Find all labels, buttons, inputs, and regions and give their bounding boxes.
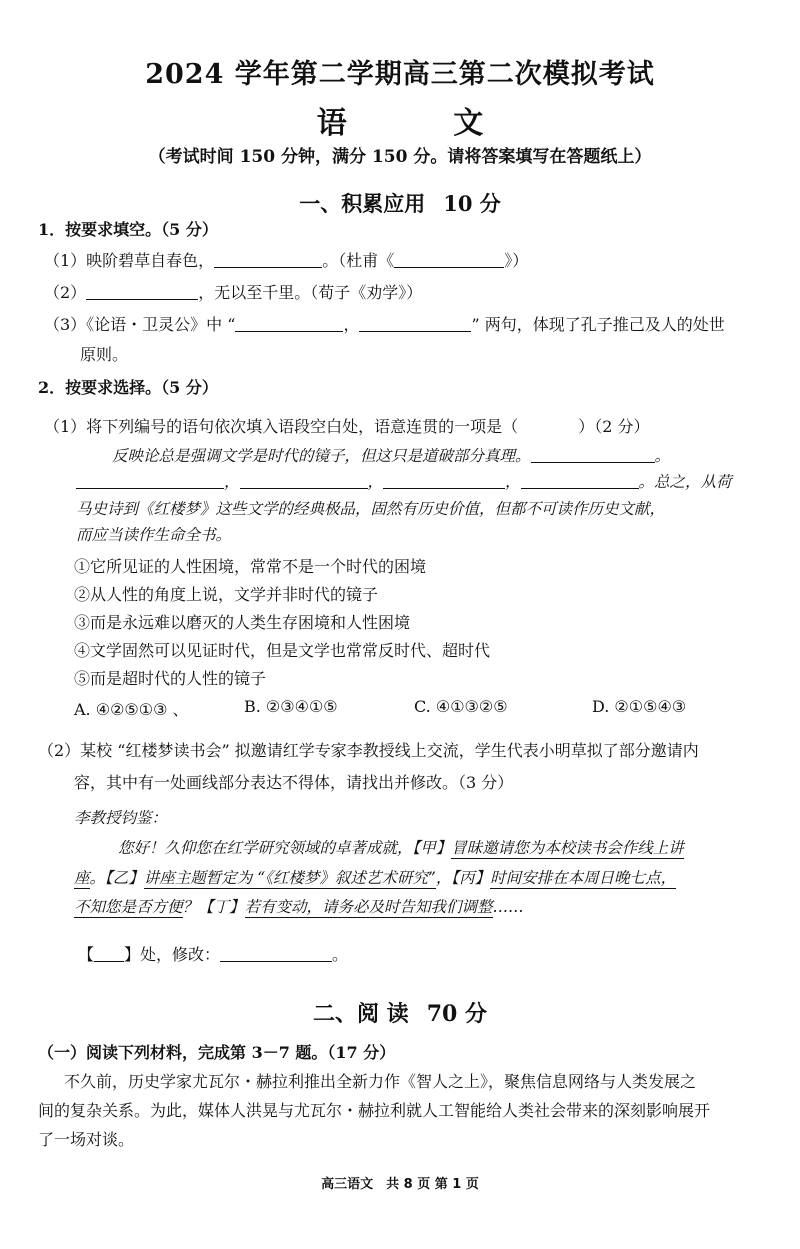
passage-punct: 。: [654, 447, 671, 465]
answer-blank[interactable]: [235, 315, 343, 332]
passage-line-2: [76, 470, 732, 492]
answer-label: 】处，修改：: [124, 945, 221, 964]
sentence-4: ④文学固然可以见证时代，但是文学也常常反时代、超时代: [74, 641, 491, 660]
answer-line: [78, 942, 348, 965]
letter-line-3: [74, 895, 524, 917]
article-paragraph-line-1: 不久前，历史学家尤瓦尔・赫拉利推出全新力作《智人之上》，聚焦信息网络与人类发展之: [64, 1072, 697, 1091]
q1-item-2: [44, 280, 422, 303]
q1-item-3-cont: 原则。: [80, 345, 129, 364]
answer-blank[interactable]: [383, 473, 505, 490]
option-c[interactable]: C. ④①③②⑤: [414, 697, 508, 716]
q1-item-3: [44, 312, 725, 335]
sentence-3: ③而是永远难以磨灭的人类生存困境和人性困境: [74, 613, 411, 632]
passage-text: 反映论总是强调文学是时代的镜子，但这只是道破部分真理。: [112, 447, 531, 465]
passage-punct: ，: [224, 473, 240, 491]
section-2-heading: [0, 997, 800, 1028]
q1-item-3-text: （3）《论语・卫灵公》中 “: [44, 315, 236, 334]
passage-line-3: 马史诗到《红楼梦》这些文学的经典极品，固然有历史价值，但都不可读作历史文献，: [76, 500, 666, 518]
answer-blank[interactable]: [214, 251, 322, 268]
answer-blank[interactable]: [240, 473, 368, 490]
answer-blank[interactable]: [86, 283, 198, 300]
option-a[interactable]: A. ④②⑤①③ 、: [74, 700, 189, 719]
underlined-part-bing-end: 不知您是否方便: [74, 898, 183, 916]
subject-title: 语 文: [316, 106, 532, 141]
answer-blank[interactable]: [531, 447, 655, 464]
section-1-heading: [0, 188, 800, 218]
article-paragraph-line-2: 间的复杂关系。为此，媒体人洪晃与尤瓦尔・赫拉利就人工智能给人类社会带来的深刻影响展开: [38, 1101, 711, 1120]
q1-heading: 1．按要求填空。（5 分）: [38, 220, 218, 239]
answer-blank[interactable]: [521, 473, 639, 490]
answer-punct: 。: [332, 945, 349, 964]
q1-item-1-source: 。（杜甫《: [322, 251, 395, 270]
exam-info: （考试时间 150 分钟，满分 150 分。请将答案填写在答题纸上）: [148, 147, 652, 167]
letter-line-1: [118, 836, 684, 858]
q2-sub-2-line-2: 容，其中有一处画线部分表达不得体，请找出并修改。（3 分）: [74, 773, 514, 792]
underlined-part-yi: 讲座主题暂定为 “《红楼梦》叙述艺术研究”: [143, 869, 436, 887]
underlined-part-jia: 冒昧邀请您为本校读书会作线上讲: [451, 839, 684, 857]
q2-heading: 2．按要求选择。（5 分）: [38, 378, 218, 397]
letter-salutation: 李教授钧鉴：: [74, 809, 168, 827]
section-1-score: 10 分: [443, 191, 501, 216]
q2-sub-2-line-1: （2）某校 “红楼梦读书会” 拟邀请红学专家李教授线上交流，学生代表小明草拟了部分邀请内: [38, 741, 699, 760]
answer-blank[interactable]: [220, 945, 332, 962]
passage-line-4: 而应当读作生命全书。: [76, 526, 232, 544]
article-paragraph-line-3: 了一场对谈。: [38, 1130, 135, 1149]
section-1-title: 一、积累应用: [299, 191, 426, 216]
underlined-part-jia-end: 座: [74, 869, 90, 887]
marker-bing: ，【丙】: [435, 869, 491, 887]
q1-item-1-text: （1）映阶碧草自春色，: [44, 251, 215, 270]
option-d[interactable]: D. ②①⑤④③: [592, 697, 687, 716]
q2-sub-1-score: ）（2 分）: [578, 417, 650, 436]
q1-item-1: [44, 248, 528, 271]
marker-yi: 。【乙】: [89, 869, 144, 887]
section-2-title: 二、阅 读: [313, 1001, 409, 1027]
q1-item-3-comma: ，: [343, 315, 360, 334]
answer-blank[interactable]: [359, 315, 471, 332]
option-b[interactable]: B. ②③④①⑤: [244, 697, 338, 716]
q1-item-2-number: （2）: [44, 283, 87, 302]
sentence-5: ⑤而是超时代的人性的镜子: [74, 669, 267, 688]
underlined-part-ding: 若有变动，请务必及时告知我们调整: [244, 898, 493, 916]
marker-ding: ？【丁】: [182, 898, 245, 916]
passage-punct: ，: [367, 473, 384, 491]
q2-sub-1-text: （1）将下列编号的语句依次填入语段空白处，语意连贯的一项是（: [44, 417, 519, 436]
page-footer: 高三语文 共 8 页 第 1 页: [321, 1177, 479, 1192]
underlined-part-bing: 时间安排在本周日晚七点，: [490, 869, 677, 887]
q2-sub-1: [44, 414, 649, 437]
passage-line-1: [112, 444, 670, 466]
answer-blank[interactable]: [394, 251, 504, 268]
q1-item-2-text: ，无以至千里。（荀子《劝学》）: [198, 283, 423, 302]
bracket-open: 【: [78, 945, 95, 964]
letter-text: 您好！久仰您在红学研究领域的卓著成就，【甲】: [118, 839, 452, 857]
answer-blank[interactable]: [94, 945, 124, 962]
part-1-heading: （一）阅读下列材料，完成第 3－7 题。（17 分）: [38, 1043, 396, 1062]
q1-item-3-tail: ” 两句，体现了孔子推己及人的处世: [471, 315, 725, 334]
exam-title: 2024 学年第二学期高三第二次模拟考试: [145, 59, 655, 90]
passage-text: 。总之，从荷: [638, 473, 732, 491]
q1-item-1-close: 》）: [504, 251, 529, 270]
sentence-2: ②从人性的角度上说，文学并非时代的镜子: [74, 585, 379, 604]
section-2-score: 70 分: [426, 1001, 487, 1027]
ellipsis: ……: [492, 898, 524, 916]
letter-line-2: [74, 866, 676, 888]
sentence-1: ①它所见证的人性困境，常常不是一个时代的困境: [74, 557, 427, 576]
answer-blank[interactable]: [76, 473, 224, 490]
passage-punct: ，: [505, 473, 521, 491]
